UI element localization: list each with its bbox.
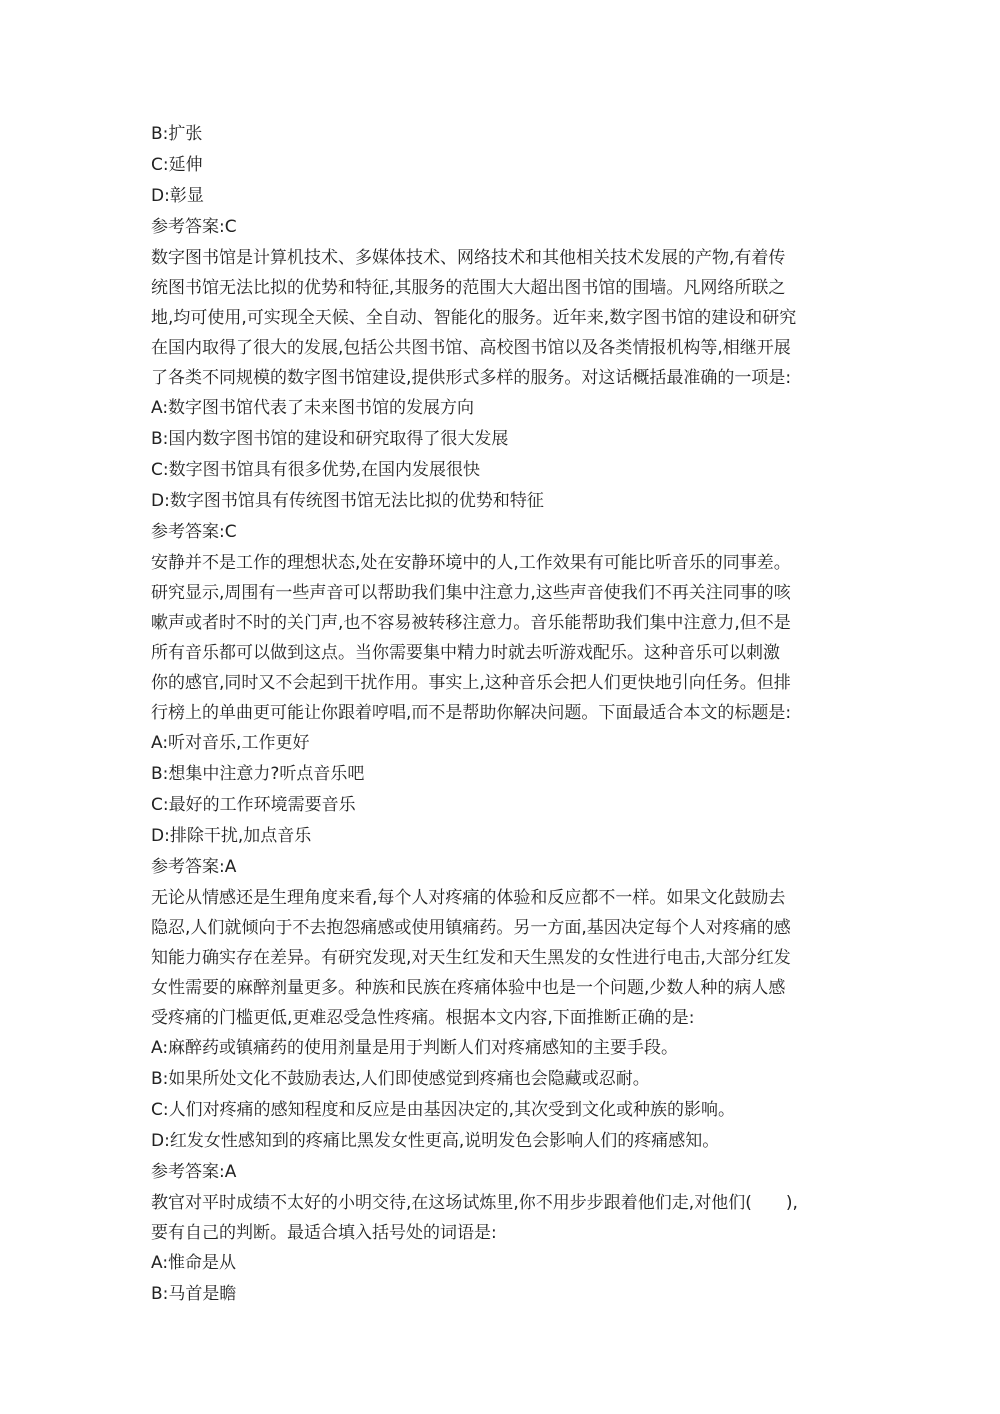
option-line: C:最好的工作环境需要音乐 bbox=[151, 795, 356, 815]
answer-line: 参考答案:A bbox=[151, 1162, 237, 1182]
question-text-line: 行榜上的单曲更可能让你跟着哼唱,而不是帮助你解决问题。下面最适合本文的标题是: bbox=[151, 703, 792, 723]
question-text-line: 知能力确实存在差异。有研究发现,对天生红发和天生黑发的女性进行电击,大部分红发 bbox=[151, 948, 791, 968]
option-line: C:数字图书馆具有很多优势,在国内发展很快 bbox=[151, 460, 481, 480]
option-line: D:彰显 bbox=[151, 186, 204, 206]
question-text-line: 隐忍,人们就倾向于不去抱怨痛感或使用镇痛药。另一方面,基因决定每个人对疼痛的感 bbox=[151, 918, 791, 938]
question-text-line: 安静并不是工作的理想状态,处在安静环境中的人,工作效果有可能比听音乐的同事差。 bbox=[151, 553, 791, 573]
option-line: B:马首是瞻 bbox=[151, 1284, 237, 1304]
answer-line: 参考答案:A bbox=[151, 857, 237, 877]
option-line: A:惟命是从 bbox=[151, 1253, 237, 1273]
option-line: B:想集中注意力?听点音乐吧 bbox=[151, 764, 365, 784]
option-line: B:扩张 bbox=[151, 124, 203, 144]
question-text-line: 统图书馆无法比拟的优势和特征,其服务的范围大大超出图书馆的围墙。凡网络所联之 bbox=[151, 278, 786, 298]
question-text-line: 教官对平时成绩不太好的小明交待,在这场试炼里,你不用步步跟着他们走,对他们( ), bbox=[151, 1193, 798, 1213]
answer-line: 参考答案:C bbox=[151, 522, 237, 542]
answer-line: 参考答案:C bbox=[151, 217, 237, 237]
option-line: B:国内数字图书馆的建设和研究取得了很大发展 bbox=[151, 429, 509, 449]
question-text-line: 你的感官,同时又不会起到干扰作用。事实上,这种音乐会把人们更快地引向任务。但排 bbox=[151, 673, 791, 693]
question-text-line: 嗽声或者时不时的关门声,也不容易被转移注意力。音乐能帮助我们集中注意力,但不是 bbox=[151, 613, 791, 633]
question-text-line: 数字图书馆是计算机技术、多媒体技术、网络技术和其他相关技术发展的产物,有着传 bbox=[151, 248, 786, 268]
question-paragraph bbox=[151, 548, 851, 728]
question-paragraph bbox=[151, 883, 851, 1033]
question-text-line: 所有音乐都可以做到这点。当你需要集中精力时就去听游戏配乐。这种音乐可以刺激 bbox=[151, 643, 780, 663]
option-line: D:排除干扰,加点音乐 bbox=[151, 826, 312, 846]
option-line: D:红发女性感知到的疼痛比黑发女性更高,说明发色会影响人们的疼痛感知。 bbox=[151, 1131, 720, 1151]
option-line: A:听对音乐,工作更好 bbox=[151, 733, 310, 753]
question-text-line: 地,均可使用,可实现全天候、全自动、智能化的服务。近年来,数字图书馆的建设和研究 bbox=[151, 308, 797, 328]
option-line: D:数字图书馆具有传统图书馆无法比拟的优势和特征 bbox=[151, 491, 544, 511]
question-text-line: 研究显示,周围有一些声音可以帮助我们集中注意力,这些声音使我们不再关注同事的咳 bbox=[151, 583, 791, 603]
page-content bbox=[151, 119, 851, 1310]
option-line: C:人们对疼痛的感知程度和反应是由基因决定的,其次受到文化或种族的影响。 bbox=[151, 1100, 735, 1120]
option-line: A:数字图书馆代表了未来图书馆的发展方向 bbox=[151, 398, 475, 418]
option-line: A:麻醉药或镇痛药的使用剂量是用于判断人们对疼痛感知的主要手段。 bbox=[151, 1038, 679, 1058]
question-text-line: 在国内取得了很大的发展,包括公共图书馆、高校图书馆以及各类情报机构等,相继开展 bbox=[151, 338, 791, 358]
question-text-line: 要有自己的判断。最适合填入括号处的词语是: bbox=[151, 1223, 497, 1243]
question-paragraph bbox=[151, 1188, 851, 1248]
question-text-line: 女性需要的麻醉剂量更多。种族和民族在疼痛体验中也是一个问题,少数人种的病人感 bbox=[151, 978, 786, 998]
option-line: C:延伸 bbox=[151, 155, 203, 175]
question-text-line: 无论从情感还是生理角度来看,每个人对疼痛的体验和反应都不一样。如果文化鼓励去 bbox=[151, 888, 786, 908]
question-paragraph bbox=[151, 243, 851, 393]
question-text-line: 受疼痛的门槛更低,更难忍受急性疼痛。根据本文内容,下面推断正确的是: bbox=[151, 1008, 695, 1028]
question-text-line: 了各类不同规模的数字图书馆建设,提供形式多样的服务。对这话概括最准确的一项是: bbox=[151, 368, 792, 388]
option-line: B:如果所处文化不鼓励表达,人们即使感觉到疼痛也会隐藏或忍耐。 bbox=[151, 1069, 650, 1089]
